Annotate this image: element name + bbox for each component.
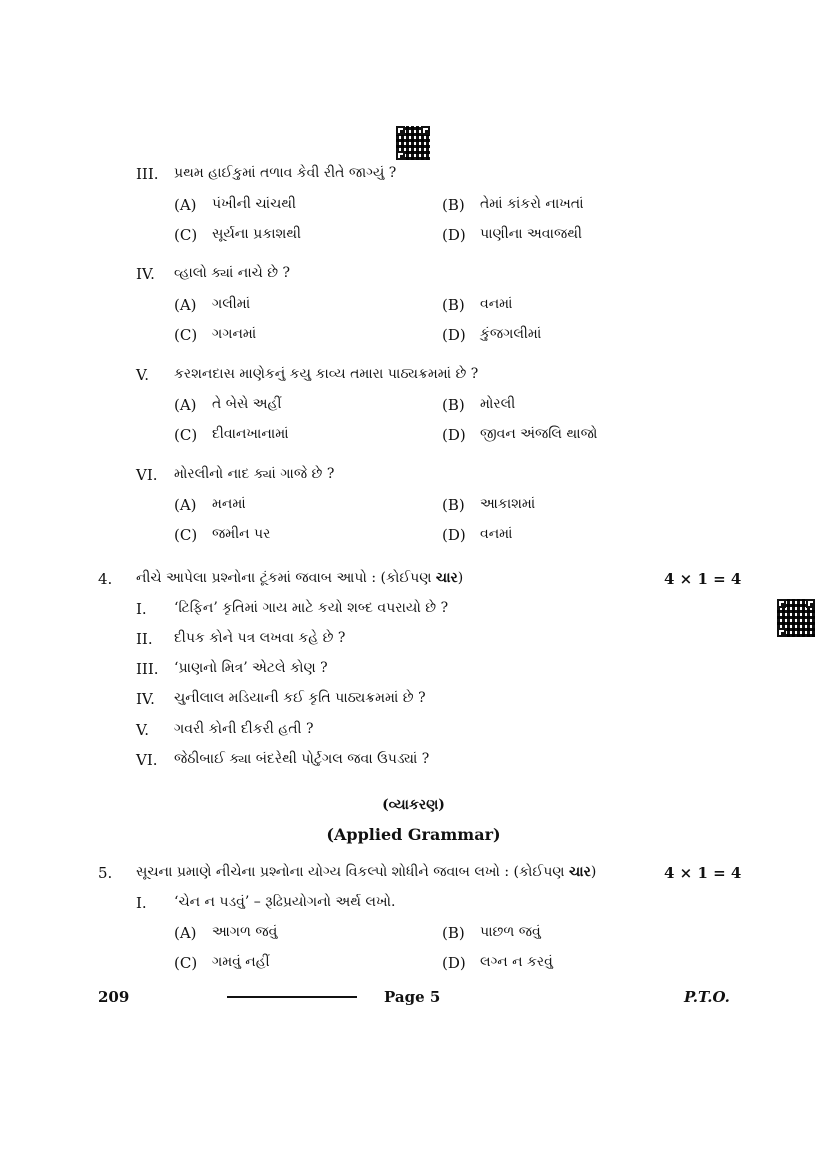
pto-label: P.T.O. — [684, 988, 730, 1006]
option-label: (A) — [174, 924, 197, 942]
item-num: I. — [136, 600, 147, 618]
question-text-bold: ચાર — [435, 570, 458, 586]
option-label: (D) — [442, 954, 466, 972]
option-text: જમીન પર — [212, 526, 271, 542]
option-text: કુંજગલીમાં — [480, 326, 542, 342]
q3-sub-text: કરશનદાસ માણેકનું કયુ કાવ્ય તમારા પાઠ્યક્રમમાં છે ? — [174, 366, 479, 382]
option-text: તે બેસે અહીં — [212, 396, 282, 412]
item-text: ‘પ્રાણનો મિત્ર’ એટલે કોણ ? — [174, 660, 328, 676]
option-text: ગગનમાં — [212, 326, 257, 342]
option-text: વનમાં — [480, 296, 513, 312]
q3-sub-num: III. — [136, 165, 159, 183]
paper-code: 209 — [98, 988, 130, 1006]
question-text — [136, 864, 596, 880]
section-title-gujarati: (વ્યાકરણ) — [382, 797, 445, 813]
qr-code-top — [396, 126, 430, 160]
item-num: II. — [136, 630, 153, 648]
item-text: ‘ચેન ન પડવું’ – રૂઢિપ્રયોગનો અર્થ લખો. — [174, 894, 396, 910]
question-number: 5. — [98, 864, 113, 882]
marks: 4 × 1 = 4 — [664, 864, 742, 882]
item-text: ચુનીલાલ મડિયાની કઈ કૃતિ પાઠ્યક્રમમાં છે ? — [174, 690, 426, 706]
item-text: જેઠીબાઈ ક્યા બંદરેથી પોર્ટુગલ જવા ઉપડ્યાં ? — [174, 751, 430, 767]
option-text: મનમાં — [212, 496, 246, 512]
option-text: તેમાં કાંકરો નાખતાં — [480, 196, 584, 212]
item-num: III. — [136, 660, 159, 678]
q3-sub-text: મોરલીનો નાદ ક્યાં ગાજે છે ? — [174, 466, 335, 482]
page-number: Page 5 — [384, 988, 441, 1006]
option-label: (A) — [174, 196, 197, 214]
q3-sub-text: વ્હાલો ક્યાં નાચે છે ? — [174, 265, 291, 281]
option-label: (B) — [442, 196, 465, 214]
option-text: ગમવું નહીં — [212, 954, 270, 970]
option-label: (D) — [442, 326, 466, 344]
option-text: આકાશમાં — [480, 496, 536, 512]
option-text: મોરલી — [480, 396, 516, 412]
option-label: (B) — [442, 496, 465, 514]
q3-sub-num: V. — [136, 366, 149, 384]
option-text: જીવન અંજલિ થાજો — [480, 426, 598, 442]
option-text: પાણીના અવાજથી — [480, 226, 582, 242]
option-label: (D) — [442, 526, 466, 544]
question-text-end: ) — [590, 864, 597, 880]
option-label: (A) — [174, 396, 197, 414]
question-text-end: ) — [457, 570, 464, 586]
option-text: સૂર્યના પ્રકાશથી — [212, 226, 302, 242]
marks: 4 × 1 = 4 — [664, 570, 742, 588]
item-num: VI. — [136, 751, 158, 769]
option-label: (C) — [174, 326, 198, 344]
option-text: દીવાનખાનામાં — [212, 426, 289, 442]
option-text: પાછળ જવું — [480, 924, 541, 940]
option-text: લગ્ન ન કરવું — [480, 954, 553, 970]
question-text-bold: ચાર — [568, 864, 591, 880]
item-text: દીપક કોને પત્ર લખવા કહે છે ? — [174, 630, 346, 646]
footer-divider — [227, 996, 357, 998]
item-text: ગવરી કોની દીકરી હતી ? — [174, 721, 314, 737]
section-title-english: (Applied Grammar) — [326, 825, 501, 844]
option-text: વનમાં — [480, 526, 513, 542]
option-label: (B) — [442, 396, 465, 414]
question-number: 4. — [98, 570, 113, 588]
option-label: (A) — [174, 496, 197, 514]
question-text — [136, 570, 463, 586]
option-label: (A) — [174, 296, 197, 314]
item-num: V. — [136, 721, 149, 739]
q3-sub-num: IV. — [136, 265, 155, 283]
option-label: (D) — [442, 226, 466, 244]
item-num: I. — [136, 894, 147, 912]
option-label: (C) — [174, 526, 198, 544]
option-text: આગળ જવું — [212, 924, 278, 940]
option-label: (C) — [174, 226, 198, 244]
question-text-main: નીચે આપેલા પ્રશ્નોના ટૂંકમાં જવાબ આપો : (કોઈપણ — [136, 570, 436, 586]
q3-sub-text: પ્રથમ હાઈકુમાં તળાવ કેવી રીતે જાગ્યું ? — [174, 165, 397, 181]
q3-sub-num: VI. — [136, 466, 158, 484]
option-label: (B) — [442, 296, 465, 314]
option-text: ગલીમાં — [212, 296, 251, 312]
option-label: (C) — [174, 426, 198, 444]
qr-code-side — [777, 599, 815, 637]
option-label: (D) — [442, 426, 466, 444]
option-text: પંખીની ચાંચથી — [212, 196, 297, 212]
option-label: (B) — [442, 924, 465, 942]
question-text-main: સૂચના પ્રમાણે નીચેના પ્રશ્નોના યોગ્ય વિકલ્પો શોધીને જવાબ લખો : (કોઈપણ — [136, 864, 569, 880]
item-num: IV. — [136, 690, 155, 708]
option-label: (C) — [174, 954, 198, 972]
item-text: ‘ટિફિન’ કૃતિમાં ગાય માટે કયો શબ્દ વપરાયો છે ? — [174, 600, 449, 616]
